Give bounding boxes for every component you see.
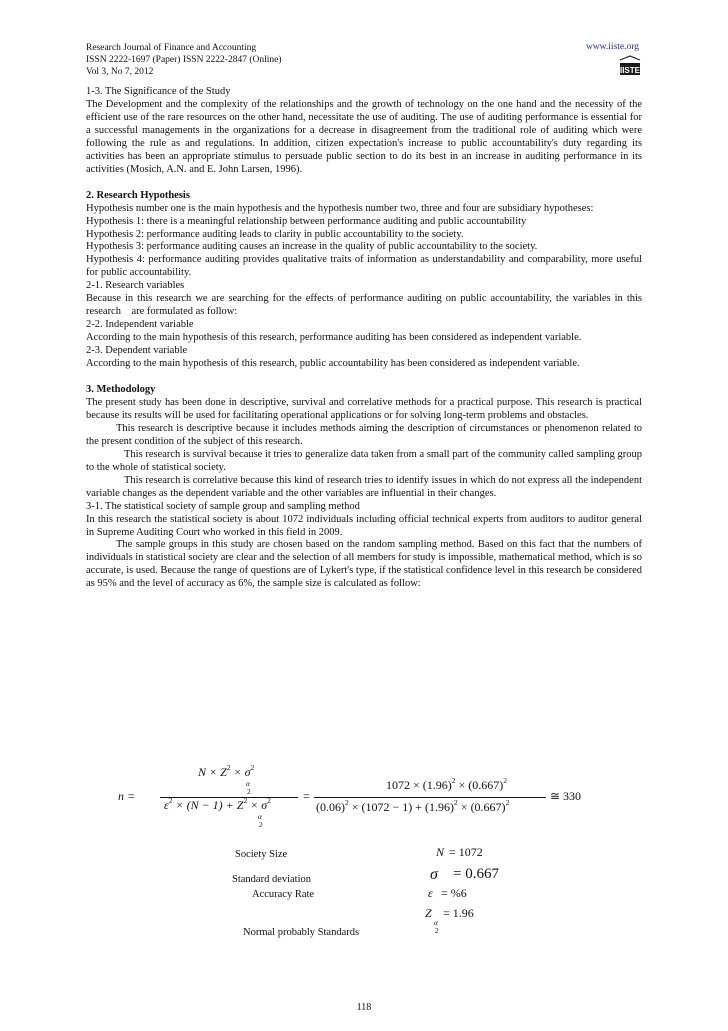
running-header bbox=[86, 42, 282, 78]
formula-numerator-1: N × Z bbox=[198, 765, 227, 779]
hypothesis-2: Hypothesis 2: performance auditing leads to clarity in public accountability to the society. bbox=[86, 228, 464, 240]
formula-equals: = bbox=[303, 789, 310, 803]
param-symbol-epsilon: ε bbox=[428, 886, 433, 900]
param-value-n: = 1072 bbox=[449, 845, 483, 859]
param-label-accuracy-rate: Accuracy Rate bbox=[252, 889, 315, 900]
section-3-para-2: This research is descriptive because it includes methods aiming the description of circumstances or phenomenon related to the present condition of the subject of this research. bbox=[86, 422, 642, 447]
hypothesis-1: Hypothesis 1: there is a meaningful relationship between performance auditing and public accountability bbox=[86, 215, 527, 227]
param-label-standard-deviation: Standard deviation bbox=[232, 874, 312, 885]
section-1-3-title: 1-3. The Significance of the Study bbox=[86, 86, 231, 97]
section-2-intro: Hypothesis number one is the main hypothesis and the hypothesis number two, three and four are subsidiary hypotheses: bbox=[86, 202, 594, 214]
param-value-z: = 1.96 bbox=[443, 906, 474, 920]
issn-line: ISSN 2222-1697 (Paper) ISSN 2222-2847 (Online) bbox=[86, 55, 282, 65]
logo-text: IISTE bbox=[619, 66, 641, 75]
param-symbol-sigma: σ bbox=[430, 866, 438, 883]
section-3-1-para-1: In this research the statistical society is about 1072 individuals including official technical experts from auditors to auditor general in Supreme Auditing Court who worked in this field in 2009. bbox=[86, 513, 642, 538]
param-value-epsilon: = %6 bbox=[441, 886, 467, 900]
section-2-3-title: 2-3. Dependent variable bbox=[86, 345, 188, 357]
iiste-logo bbox=[617, 54, 643, 80]
hypothesis-4: Hypothesis 4: performance auditing provides qualitative traits of information as understandability and comparability, more useful for public accountability. bbox=[86, 254, 642, 279]
param-symbol-n: N bbox=[436, 845, 445, 859]
hypothesis-3: Hypothesis 3: performance auditing causes an increase in the quality of public accountability to the society. bbox=[86, 241, 538, 253]
fraction-bar-1 bbox=[160, 797, 298, 798]
formula-result: ≅ 330 bbox=[550, 789, 582, 803]
section-3-title: 3. Methodology bbox=[86, 384, 156, 396]
page-number: 118 bbox=[356, 1002, 372, 1013]
formula-lhs: n = bbox=[118, 789, 136, 803]
journal-url-link[interactable]: www.iiste.org bbox=[585, 42, 639, 52]
formula-denominator-2: $(0.06)^2 \times (1072 - 1) + (1.96)^2 \times (0.667)^2$ bbox=[316, 798, 510, 814]
section-2-2-title: 2-2. Independent variable bbox=[86, 319, 194, 331]
section-2-title: 2. Research Hypothesis bbox=[86, 189, 190, 201]
section-3-1-para-2: The sample groups in this study are chosen based on the random sampling method. Based on this fact that the numbers of individuals in statistical society are clear and the selection of all members for study is impossible, mathematical method, which is so accurate, is used. Because the range of questions are of Lykert's type, if the statistical confidence level in this research be considered as 95% and the level of accuracy as 6%, the sample size is calculated as follow: bbox=[86, 539, 642, 590]
formula-numerator-2: $1072 \times (1.96)^2 \times (0.667)^2$ bbox=[386, 776, 508, 792]
section-3-para-4: This research is correlative because this kind of research tries to identify issues in which do not express all the independent variable changes as the dependent variable and the other variables are influential in their changes. bbox=[86, 474, 642, 499]
volume-line: Vol 3, No 7, 2012 bbox=[86, 67, 154, 77]
sample-size-formula: $N \times Z^2 \times \sigma^2$ α 2 n = $\varepsilon^2 \times (N - 1) + Z^2 \times \sigma^2$ α 2 = $1072 \times (1.96)^2 \times (0.667)^2$ $(0.06)^2 \times (1072 - 1) + (1.96)^2 \times (0.667)^2$ ≅ 330 bbox=[118, 763, 582, 829]
section-2-2-text: According to the main hypothesis of this research, performance auditing has been considered as independent variable. bbox=[86, 332, 582, 344]
param-label-normal-standards: Normal probably Standards bbox=[243, 927, 360, 938]
section-1-3-text: The Development and the complexity of the relationships and the growth of technology on the one hand and the necessity of the efficient use of the rare resources on the other hand, necessitate the use of auditing. The use of auditing performance is essential for a successful managements in the organizations for a decrease in disagreement from the traditional role of auditing which were following the rule as and regulations. In addition, citizen expectation's increase to public accountability's duty regarding its activities has been an appropriate stimulus to persuade public section to do its best in an increase in auditing performance in its activities (Mosich, A.N. and E. John Larsen, 1996). bbox=[86, 98, 642, 175]
article-body bbox=[86, 86, 645, 591]
section-3-1-title: 3-1. The statistical society of sample group and sampling method bbox=[86, 500, 360, 512]
section-2-1-text: Because in this research we are searching for the effects of performance auditing on public accountability, the variables in this research are formulated as follow: bbox=[86, 293, 645, 318]
section-2-3-text: According to the main hypothesis of this research, public accountability has been considered as independent variable. bbox=[86, 358, 580, 370]
param-value-sigma: = 0.667 bbox=[453, 866, 499, 882]
fraction-bar-2 bbox=[314, 797, 546, 798]
section-2-1-title: 2-1. Research variables bbox=[86, 280, 185, 292]
section-3-para-3: This research is survival because it tries to generalize data taken from a small part of the community called sampling group to the whole of statistical society. bbox=[86, 448, 642, 473]
section-3-para-1: The present study has been done in descriptive, survival and correlative methods for a practical purpose. This research is practical because its results will be used for facilitating operational applications or for solving long-term problems and obstacles. bbox=[86, 396, 642, 421]
param-label-society-size: Society Size bbox=[235, 849, 288, 860]
param-symbol-z: Z bbox=[425, 906, 432, 920]
journal-name: Research Journal of Finance and Accounting bbox=[86, 43, 257, 53]
